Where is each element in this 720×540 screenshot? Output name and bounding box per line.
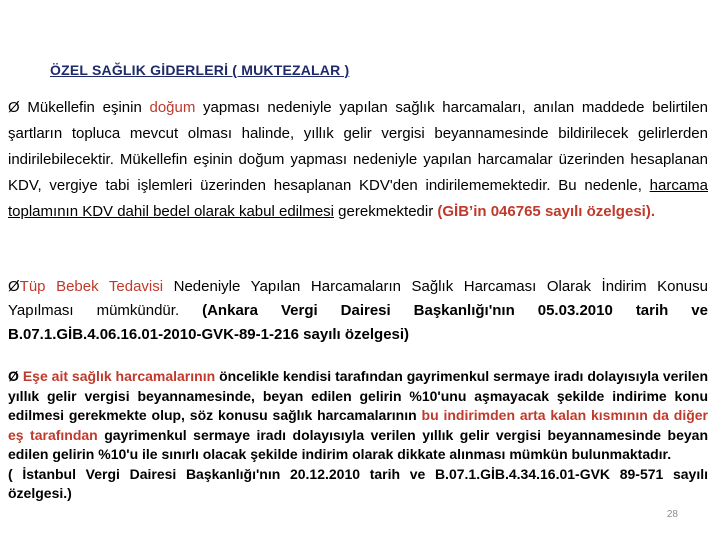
highlight-spouse: Eşe ait sağlık harcamalarının bbox=[22, 368, 216, 384]
bullet-icon: Ø bbox=[8, 368, 19, 384]
paragraph-spouse-expenses: Ø Eşe ait sağlık harcamalarının öncelikle kendisi tarafından gayrimenkul sermaye iradı dolayısıyla verilen yıllık gelir vergisi beyannamesinde, beyan edilen gelirin %10'unu aşmayacak şekilde indirime konu edilmesi gerekmekte olup, söz konusu sağlık harcamalarının bu indirimden arta kalan kısmının da diğer eş tarafından gayrimenkul sermaye iradı dolayısıyla verilen yıllık gelir vergisi beyannamesinde beyan edilen gelirin %10'u ile sınırlı olacak şekilde indirim olarak dikkate alınması mümkün bulunmaktadır. ( İstanbul Vergi Dairesi Başkanlığı'nın 20.12.2010 tarih ve B.07.1.GİB.4.34.16.01-GVK 89-571 sayılı özelgesi.) bbox=[8, 368, 709, 501]
underlined-kdv-clause: harcama toplamının KDV dahil bedel olarak kabul edilmesi bbox=[8, 177, 708, 220]
ruling-reference: (Ankara Vergi Dairesi Başkanlığı'nın 05.03.2010 tarih ve B.07.1.GİB.4.06.16.01-2010-GVK-89-1-216 sayılı özelgesi) bbox=[8, 302, 708, 343]
paragraph-birth-expenses: Ø Mükellefin eşinin doğum yapması nedeniyle yapılan sağlık harcamaları, anılan maddede belirtilen şartların topluca mevcut olması halinde, yıllık gelir vergisi beyannamesinde bildirilecek gelirlerden indirilebilecektir. Mükellefin eşinin doğum yapması nedeniyle yapılan harcamalar üzerinden hesaplanan KDV, vergiye tabi işlemleri üzerinden hesaplanan KDV'den indirilememektedir. Bu nedenle, harcama toplamının KDV dahil bedel olarak kabul edilmesi gerekmektedir (GİB’in 046765 sayılı özelgesi). bbox=[8, 99, 708, 220]
ruling-reference: ( İstanbul Vergi Dairesi Başkanlığı'nın 20.12.2010 tarih ve B.07.1.GİB.4.34.16.01-GVK 89-571 sayılı özelgesi.) bbox=[8, 465, 708, 501]
page-number: 28 bbox=[666, 509, 678, 520]
paragraph-ivf-treatment: ØTüp Bebek Tedavisi Nedeniyle Yapılan Harcamaların Sağlık Harcaması Olarak İndirim Konusu Yapılması mümkündür. (Ankara Vergi Dairesi Başkanlığı'nın 05.03.2010 tarih ve B.07.1.GİB.4.06.16.01-2010-GVK-89-1-216 sayılı özelgesi) bbox=[8, 278, 708, 343]
highlight-ivf: Tüp Bebek Tedavisi bbox=[19, 278, 164, 295]
highlight-remaining: bu indirimden arta kalan kısmının da diğer eş tarafından bbox=[8, 407, 708, 443]
page-title: ÖZEL SAĞLIK GİDERLERİ ( MUKTEZALAR ) bbox=[50, 62, 350, 78]
highlight-birth: doğum bbox=[149, 99, 196, 116]
bullet-icon: Ø bbox=[8, 278, 20, 295]
ruling-reference: (GİB’in 046765 sayılı özelgesi). bbox=[437, 203, 655, 220]
bullet-icon: Ø bbox=[8, 99, 20, 116]
